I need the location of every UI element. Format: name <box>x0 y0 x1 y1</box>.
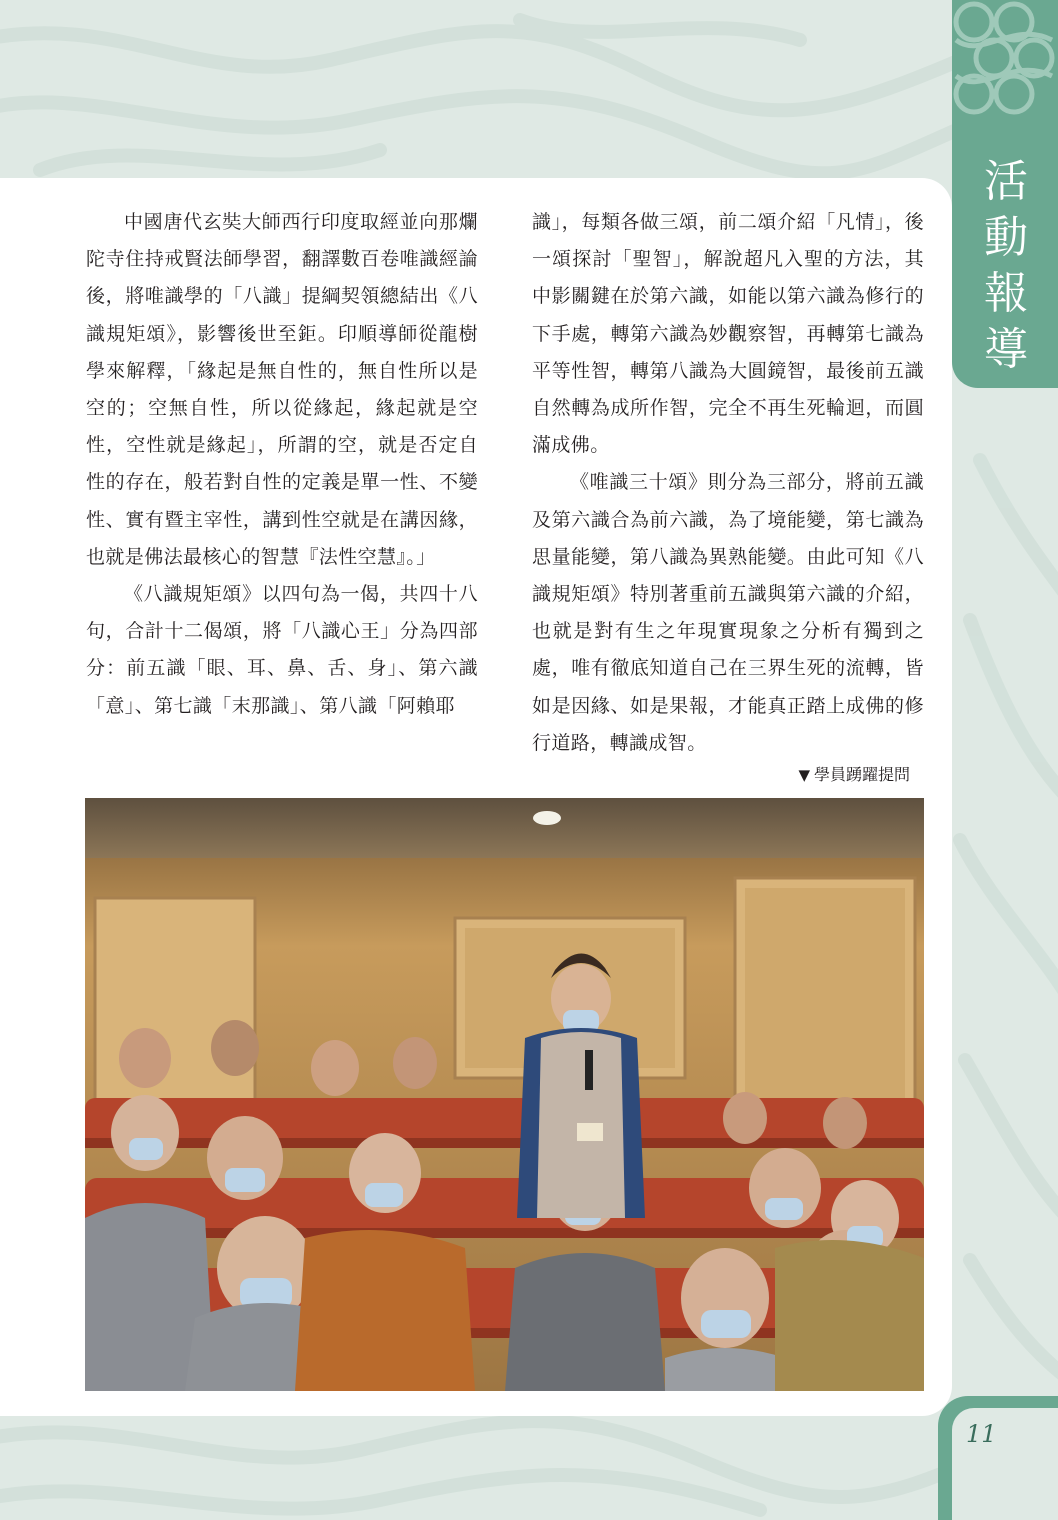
section-title-char: 動 <box>984 212 1028 263</box>
article-paragraph: 《唯識三十頌》則分為三部分，將前五識及第六識合為前六識，為了境能變，第七識為思量能變，第八識為異熟能變。由此可知《八識規矩頌》特別著重前五識與第六識的介紹，也就是對有生之年現實現象之分析有獨到之處，唯有徹底知道自己在三界生死的流轉，皆如是因緣、如是果報，才能真正踏上成佛的修行道路，轉識成智。 <box>532 471 924 754</box>
photo-caption-text: 學員踴躍提問 <box>813 765 910 784</box>
knot-ornament-icon <box>952 0 1058 130</box>
article-column-left <box>86 204 478 725</box>
page-number: 11 <box>966 1420 997 1448</box>
lecture-hall-photo <box>85 798 924 1391</box>
article-paragraph: 中國唐代玄奘大師西行印度取經並向那爛陀寺住持戒賢法師學習，翻譯數百卷唯識經論後，將唯識學的「八識」提綱契領總結出《八識規矩頌》，影響後世至鉅。印順導師從龍樹學來解釋，「緣起是無自性的，無自性所以是空的；空無自性，所以從緣起，緣起就是空性，空性就是緣起」，所謂的空，就是否定自性的存在，般若對自性的定義是單一性、不變性、實有暨主宰性，講到性空就是在講因緣，也就是佛法最核心的智慧『法性空慧』。」 <box>86 211 478 568</box>
section-title-char: 導 <box>984 324 1028 375</box>
triangle-down-icon: ▼ <box>798 766 810 784</box>
section-title-char: 報 <box>984 268 1028 319</box>
article-column-right <box>532 204 924 762</box>
photo-caption <box>700 762 910 785</box>
section-title-char: 活 <box>984 156 1028 207</box>
article-paragraph: 《八識規矩頌》以四句為一偈，共四十八句，合計十二偈頌，將「八識心王」分為四部分：前五識「眼、耳、鼻、舌、身」、第六識「意」、第七識「末那識」、第八識「阿賴耶 <box>86 583 478 717</box>
section-title <box>976 158 1036 374</box>
article-paragraph: 識」，每類各做三頌，前二頌介紹「凡情」，後一頌探討「聖智」，解說超凡入聖的方法，其中影關鍵在於第六識，如能以第六識為修行的下手處，轉第六識為妙觀察智，再轉第七識為平等性智，轉第八識為大圓鏡智，最後前五識自然轉為成所作智，完全不再生死輪迴，而圓滿成佛。 <box>532 211 924 457</box>
